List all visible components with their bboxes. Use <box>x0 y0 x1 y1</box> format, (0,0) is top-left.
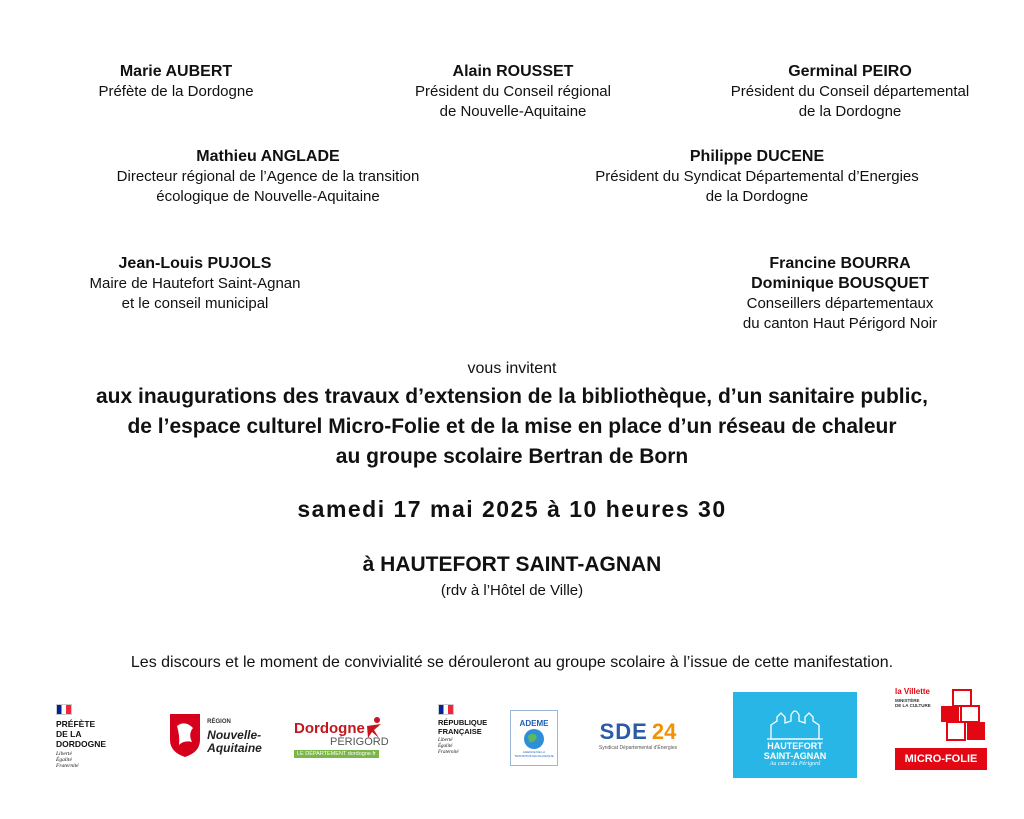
dordogne-name: Dordogne <box>294 719 365 737</box>
ademe-globe-icon <box>523 728 545 750</box>
cubes-icon <box>933 688 989 742</box>
invite-text: vous invitent <box>467 360 557 377</box>
prefete-logo <box>50 700 122 776</box>
headline-line: au groupe scolaire Bertran de Born <box>335 445 689 468</box>
sde-sub: Syndicat Départemental d'Énergies <box>598 745 678 751</box>
headline-line: de l’espace culturel Micro-Folie et de la mise en place d’un réseau de chaleur <box>127 415 897 438</box>
region-logo <box>160 708 270 762</box>
region-name: Aquitaine <box>207 740 262 755</box>
motto-line: Égalité <box>438 744 453 749</box>
ademe-name: ADEME <box>519 718 549 728</box>
signatory-name: Philippe DUCENE <box>689 148 825 165</box>
signatory-role: de la Dordogne <box>798 103 902 120</box>
sde-number: 24 <box>651 719 677 744</box>
signatory-name: Mathieu ANGLADE <box>196 148 340 165</box>
hautefort-line2: SAINT-AGNAN <box>763 751 827 761</box>
signatory-name: Jean-Louis PUJOLS <box>118 255 272 272</box>
signatory-role: Préfète de la Dordogne <box>98 83 254 100</box>
signatory-role: Maire de Hautefort Saint-Agnan <box>89 275 301 292</box>
signatory-ducene <box>552 147 962 207</box>
signatory-anglade <box>78 147 458 207</box>
signatory-pujols <box>55 254 335 314</box>
prefete-line: PRÉFÈTE <box>56 719 96 729</box>
signatory-aubert <box>56 62 296 102</box>
region-shield-icon <box>168 712 202 758</box>
dordogne-tag: LE DÉPARTEMENT dordogne.fr <box>294 750 379 758</box>
motto-line: Liberté <box>56 751 72 757</box>
microfolie-logo <box>895 688 991 780</box>
microfolie-ministry: DE LA CULTURE <box>895 703 931 708</box>
motto-line: Fraternité <box>438 750 459 755</box>
headline <box>0 382 1024 472</box>
motto-line: Fraternité <box>56 763 79 769</box>
signatory-role: Président du Conseil départemental <box>730 83 970 100</box>
republique-logo <box>432 704 502 766</box>
signatory-peiro <box>695 62 1005 122</box>
marianne-flag-icon <box>438 704 454 715</box>
event-place: à HAUTEFORT SAINT-AGNAN <box>362 553 662 576</box>
signatory-role: Président du Conseil régional <box>415 83 611 100</box>
marianne-flag-icon <box>56 704 72 715</box>
hautefort-logo <box>733 692 857 778</box>
sde24-logo <box>588 712 688 758</box>
signatory-name: Alain ROUSSET <box>452 63 574 80</box>
signatory-name: Marie AUBERT <box>119 63 233 80</box>
signatory-role: Directeur régional de l’Agence de la transition <box>116 168 420 185</box>
ademe-sub: AGENCE DE LA TRANSITION ÉCOLOGIQUE <box>514 749 554 758</box>
motto-line: Égalité <box>56 757 72 763</box>
signatory-name-2: Dominique BOUSQUET <box>751 275 929 292</box>
signatory-rousset <box>373 62 653 122</box>
event-date: samedi 17 mai 2025 à 10 heures 30 <box>297 496 727 522</box>
republique-line: RÉPUBLIQUE <box>438 718 488 727</box>
motto-line: Liberté <box>438 738 453 743</box>
microfolie-top: la Villette <box>895 687 930 696</box>
sde-name: SDE <box>599 719 648 744</box>
signatory-role: de la Dordogne <box>705 188 809 205</box>
hautefort-line1: HAUTEFORT <box>767 741 823 751</box>
region-small-label: RÉGION <box>207 718 231 725</box>
signatory-name: Francine BOURRA <box>769 255 911 272</box>
dordogne-logo <box>294 710 406 764</box>
ademe-logo <box>510 710 558 766</box>
signatory-councillors <box>695 254 985 334</box>
prefete-line: DE LA <box>56 729 82 739</box>
signatory-role: Président du Syndicat Départemental d’Energies <box>595 168 919 185</box>
signatory-role: et le conseil municipal <box>121 295 269 312</box>
castle-icon <box>765 703 825 741</box>
closing-note: Les discours et le moment de convivialité se dérouleront au groupe scolaire à l’issue de cette manifestation. <box>130 654 894 671</box>
microfolie-name: MICRO-FOLIE <box>895 748 987 770</box>
dordogne-sub: PÉRIGORD <box>330 736 389 748</box>
region-name: Nouvelle- <box>207 727 262 742</box>
signatory-role: écologique de Nouvelle-Aquitaine <box>156 188 380 205</box>
signatory-role: de Nouvelle-Aquitaine <box>439 103 587 120</box>
hautefort-script: Au cœur du Périgord <box>769 761 821 767</box>
event-meeting-point: (rdv à l’Hôtel de Ville) <box>440 582 584 599</box>
microfolie-ministry: MINISTÈRE <box>895 698 920 703</box>
prefete-line: DORDOGNE <box>56 739 107 749</box>
signatory-role: du canton Haut Périgord Noir <box>742 315 938 332</box>
headline-line: aux inaugurations des travaux d’extension de la bibliothèque, d’un sanitaire public, <box>96 385 928 408</box>
signatory-role: Conseillers départementaux <box>746 295 934 312</box>
signatory-name: Germinal PEIRO <box>788 63 912 80</box>
republique-line: FRANÇAISE <box>438 727 482 736</box>
